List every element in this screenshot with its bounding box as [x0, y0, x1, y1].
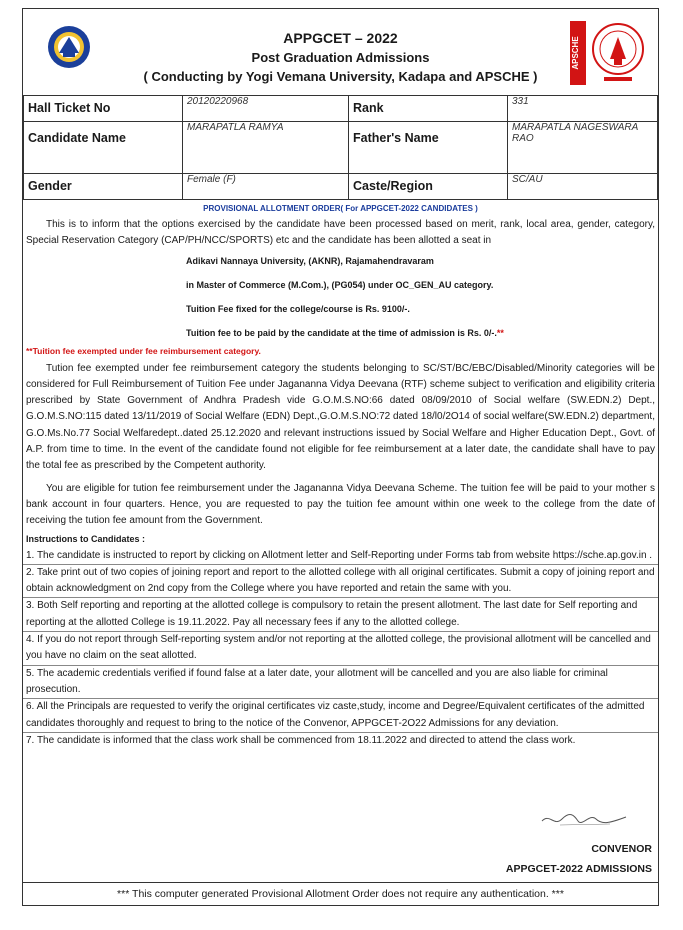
caste-region-label: Caste/Region	[349, 174, 508, 200]
document-header	[23, 9, 658, 95]
signature-block	[23, 809, 658, 879]
header-titles	[23, 29, 658, 86]
order-heading: PROVISIONAL ALLOTMENT ORDER( For APPGCET-2022 CANDIDATES )	[203, 204, 478, 213]
document-title: APPGCET – 2022	[283, 30, 398, 46]
signature-image	[540, 809, 628, 829]
instructions-list	[23, 548, 658, 750]
authentication-footer: *** This computer generated Provisional Allotment Order does not require any authentication. ***	[23, 882, 658, 905]
apsche-logo-icon	[570, 19, 650, 87]
document-subtitle: Post Graduation Admissions	[251, 50, 430, 65]
allotted-college: Adikavi Nannaya University, (AKNR), Rajamahendravaram	[186, 255, 434, 266]
tuition-fee-fixed: Tuition Fee fixed for the college/course is Rs. 9100/-.	[186, 303, 410, 314]
instruction-item: 7. The candidate is informed that the class work shall be commenced from 18.11.2022 and directed to attend the class work.	[26, 734, 576, 746]
convenor-title	[506, 839, 652, 879]
father-name-value	[508, 122, 658, 174]
allotment-order-document	[22, 8, 659, 906]
intro-paragraph: This is to inform that the options exercised by the candidate have been processed based on merit, rank, local area, gender, category, Special Reservation Category (CAP/PH/NCC/SPORTS) etc and the candidate has been allotted a seat in	[26, 219, 655, 247]
scheme-paragraph: You are eligible for tution fee reimbursement under the Jagananna Vidya Deevana Scheme. The tuition fee will be paid to your mother s bank account in four quarters. Hence, you are requested to pay the tuition fee amount within one week to the college from the date of receiving the tution fee amount from the Government.	[26, 482, 655, 527]
tuition-fee-payable-mark: **	[496, 327, 504, 338]
tuition-fee-payable	[23, 327, 658, 340]
father-name-label: Father's Name	[349, 122, 508, 174]
reimbursement-paragraph: Tution fee exempted under fee reimbursement category the students belonging to SC/ST/BC/EBC/Disabled/Minority categories will be considered for Full Reimbursement of Tuition Fee under Jagananna Vidya Deevana (RTF) scheme subject to verification and eligibility criteria prescribed by State Government of Andhra Pradesh vide G.O.M.S.NO:66 dated 08/09/2010 of Social welfare (SW.EDN.2) Dept., G.O.M.S.NO:115 dated 13/11/2019 of Social Welfare (EDN) Dept.,G.O.M.S.NO:72 dated 18/l0/2O14 of social welfare(SW.EDN.2) department, G.O.Ms.No.77 Social Welfaredept..dated 25.12.2020 and relevant instructions issued by Social Welfare and Higher Education Dept., Govt. of A.P. from time to time. In the event of the candidate found not eligible for fee reimbursement at a later date, the candidate shall have to pay the total fee as prescribed by the Competent authority.	[26, 362, 655, 472]
father-name-line-2: RAO	[512, 133, 534, 144]
instructions-heading: Instructions to Candidates :	[26, 533, 146, 544]
rank-label: Rank	[349, 96, 508, 122]
apsche-logo-text: APSCHE	[571, 36, 580, 70]
gender-value: Female (F)	[183, 174, 349, 200]
candidate-info-table	[23, 95, 658, 200]
fee-exempt-note: **Tuition fee exempted under fee reimbursement category.	[26, 345, 261, 356]
instruction-item: 6. All the Principals are requested to verify the original certificates viz caste,study, income and Degree/Equivalent certificates of the admitted candidates thoroughly and request to bring to the notice of the Convenor, APPGCET-2O22 Admissions for any deviation.	[23, 699, 658, 733]
rank-value: 331	[508, 96, 658, 122]
caste-region-value: SC/AU	[508, 174, 658, 200]
candidate-name-label: Candidate Name	[24, 122, 183, 174]
allotted-course: in Master of Commerce (M.Com.), (PG054) under OC_GEN_AU category.	[186, 279, 494, 290]
gender-label: Gender	[24, 174, 183, 200]
hall-ticket-value: 20120220968	[183, 96, 349, 122]
conducting-body: ( Conducting by Yogi Vemana University, Kadapa and APSCHE )	[143, 69, 538, 84]
instruction-item: 5. The academic credentials verified if found false at a later date, your allotment will be cancelled and you are also liable for criminal prosecution.	[23, 666, 658, 700]
instruction-item: 4. If you do not report through Self-reporting system and/or not reporting at the allotted college, the provisional allotment will be cancelled and you have no claim on the seat allotted.	[23, 632, 658, 666]
father-name-line-1: MARAPATLA NAGESWARA	[512, 122, 639, 133]
instruction-item: 3. Both Self reporting and reporting at the allotted college is compulsory to retain the present allotment. The last date for Self reporting and reporting at the allotted College is 19.11.2022. Pay all necessary fees if any to the allotted college.	[23, 598, 658, 632]
convenor-office: APPGCET-2022 ADMISSIONS	[505, 863, 652, 875]
hall-ticket-label: Hall Ticket No	[24, 96, 183, 122]
convenor-role: CONVENOR	[591, 843, 652, 855]
instruction-item: 1. The candidate is instructed to report by clicking on Allotment letter and Self-Reporting under Forms tab from website https://sche.ap.gov.in .	[23, 548, 658, 565]
candidate-name-value: MARAPATLA RAMYA	[183, 122, 349, 174]
instruction-item: 2. Take print out of two copies of joining report and report to the allotted college with all original certificates. Submit a copy of joining report and obtain acknowledgment on 2nd copy from the College where you have reported and retain the same with you.	[23, 565, 658, 599]
tuition-fee-payable-text: Tuition fee to be paid by the candidate at the time of admission is Rs. 0/-.	[186, 327, 497, 338]
